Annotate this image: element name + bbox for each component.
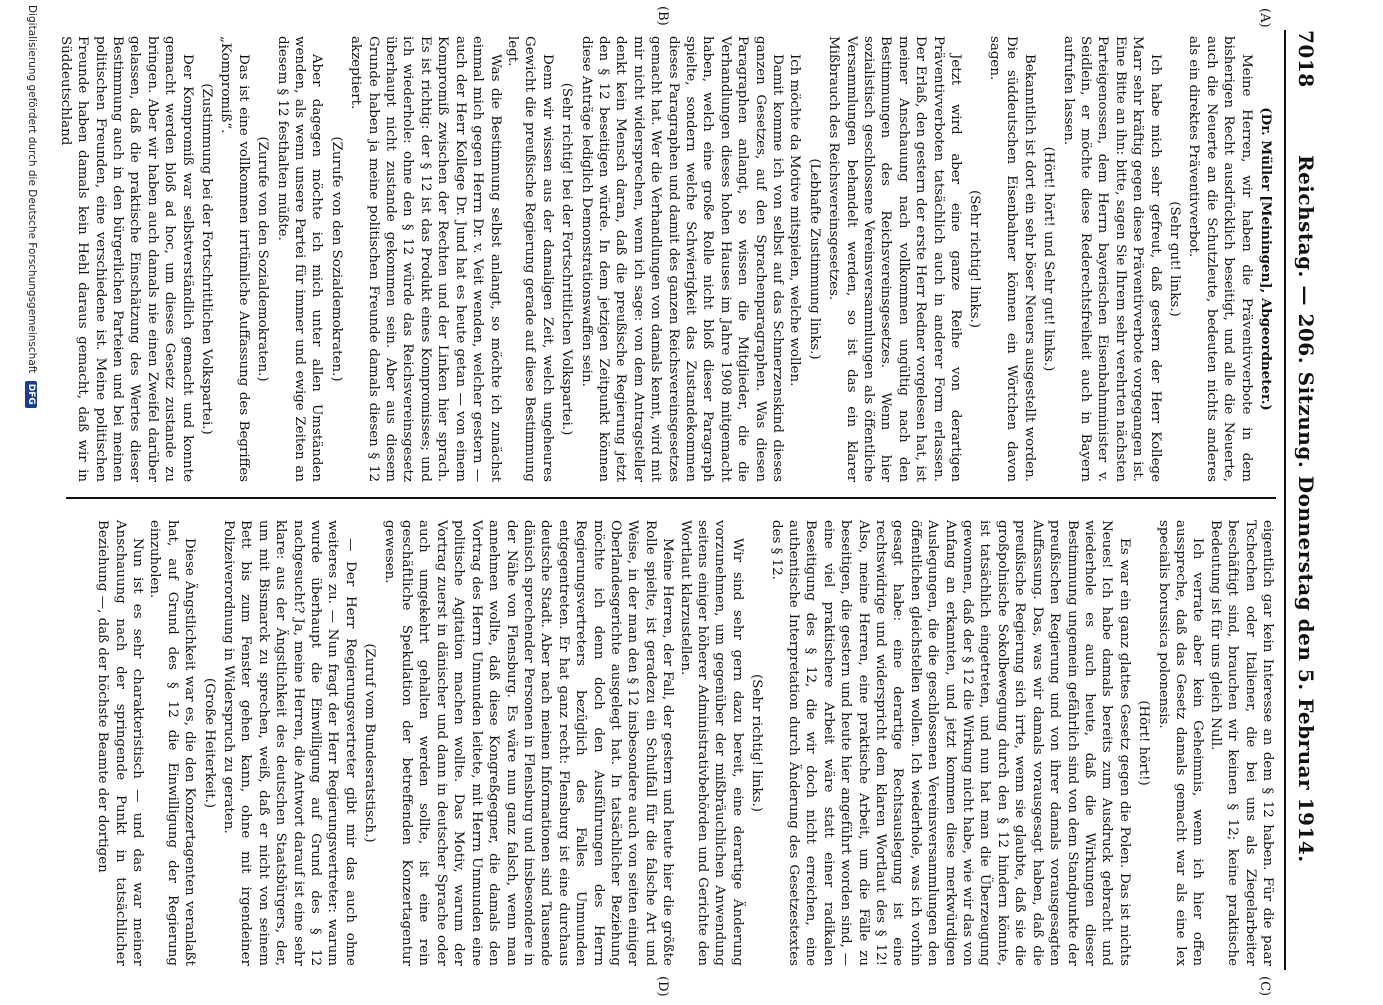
margin-marker-d: (D): [654, 976, 670, 997]
paragraph: Nun ist es sehr charakteristisch — und das war meiner Anschauung nach der springende Punkt in tatsächlicher Beziehung —, daß der höchste Beamte der dortigen: [94, 520, 145, 966]
credit-text: Digitalisierung gefördert durch die Deutsche Forschungsgemeinschaft: [25, 5, 38, 374]
digitization-credit: [25, 5, 38, 1005]
paragraph: Jetzt wird aber eine ganze Reihe von derartigen Präventivverboten tatsächlich auch in anderer Form erlassen. Der Erlaß, den gestern der erste Herr Redner vorgelesen hat, ist meiner Anschauung nach vollkommen ungültig nach den Bestimmungen des Reichsvereinsgesetzes. Wenn hier sozialistisch geschlossene Vereinsversammlungen als öffentliche Versammlungen behandelt werden, so ist das ein klarer Mißbrauch des Reichsvereinsgesetzes.: [825, 36, 963, 482]
paragraph: Ich verrate aber kein Geheimnis, wenn ich hier offen ausspreche, daß das Gesetz damals gemacht war als eine lex specialis borussica polonensis.: [1155, 520, 1205, 966]
page-number: 7018: [1293, 30, 1318, 88]
interjection: (Zuruf vom Bundesratstisch.): [361, 643, 377, 843]
paragraph: Aber dagegen möchte ich mich unter allen Umständen wenden, als wenn unsere Partei für immer und ewige Zeiten an diesem § 12 festhalten müßte.: [274, 36, 324, 482]
interjection: (Hört! hört!): [1135, 700, 1151, 786]
interjection: (Zustimmung bei der Fortschrittlichen Volkspartei.): [198, 83, 214, 435]
paragraph: eigentlich gar kein Interesse an dem § 12 haben. Für die paar Tschechen oder Italiener, die bei uns als Ziegelarbeiter beschäftigt sind, brauchen wir keinen § 12; keine praktische Bedeutung ist für uns gleich Null.: [1207, 520, 1275, 966]
paragraph: Diese Ängstlichkeit war es, die den Konzertagenten veranlaßt hat, auf Grund des § 12 die Einwilligung der Regierung einzuholen.: [146, 520, 197, 966]
paragraph: — Der Herr Regierungsvertreter gibt mir das auch ohne weiteres zu. — Nun fragt der Herr Regierungsvertreter: warum wurde überhaupt die Einwilligung auf Grund des § 12 nachgesucht? Ja, meine Herren, die Antwort darauf ist eine sehr klare: aus der Ängstlichkeit des deutschen Staatsbürgers, der, um mit Bismarck zu sprechen, weiß, daß er nicht von seinem Bett bis zum Fenster gehen kann, ohne mit irgendeiner Polizeiverordnung in Widerspruch zu geraten.: [220, 520, 358, 966]
paragraph: Der Kompromiß war selbstverständlich gemacht und konnte gemacht werden bloß ad hoc, um dieses Gesetz zustande zu bringen. Aber wir haben auch damals nie einen Zweifel darüber gelassen, daß die praktische Einschätzung des Wertes dieser Bestimmung auch in den bürgerlichen Parteien und bei meinen politischen Freunden, eine verschiedene ist. Meine politischen Freunde haben damals kein Hehl daraus gemacht, daß wir in Süddeutschland: [57, 36, 195, 482]
dfg-logo: DFG: [25, 381, 37, 408]
interjection: (Sehr gut! links.): [1166, 201, 1182, 317]
speaker-line: (Dr. Müller [Meiningen], Abgeordneter.): [1257, 107, 1274, 411]
margin-marker-c: (C): [1256, 976, 1272, 997]
margin-marker-b: (B): [654, 6, 670, 26]
interjection: (Zurufe von den Sozialdemokraten.): [254, 136, 270, 382]
paragraph: Meine Herren, der Fall, der gestern und heute hier die größte Rolle spielte, ist geradezu ein Schulfall für die falsche Art und Weise, in der man den § 12 insbesondere auch von seiten einiger Oberlandesgerichte ausgelegt hat. In tatsächlicher Beziehung möchte ich denn doch den Ausführungen des Herrn Regierungsvertreters bezüglich des Falles Unmunden entgegentreten. Er hat ganz recht: Flensburg ist eine durchaus deutsche Stadt. Aber nach meinen Informationen sind Tausende dänisch sprechender Personen in Flensburg und insbesondere in der Nähe von Flensburg. Es wäre nun ganz falsch, wenn man annehmen wollte, daß diese Kongreßgegner, die damals den Vortrag des Herrn Unmunden leitete, mit Herrn Unmunden eine politische Agitation machen wollte. Das Motiv, warum der Vortrag zuerst in dänischer und dann in deutscher Sprache oder auch umgekehrt gehalten werden sollte, ist eine rein geschäftliche Spekulation der betreffenden Konzertagentur gewesen.: [381, 520, 675, 966]
interjection: (Zurufe von den Sozialdemokraten.): [328, 136, 344, 382]
paragraph: Ich möchte da Motive mitspielen, welche wollen.: [786, 54, 802, 387]
document-page: [25, 0, 1342, 1000]
page-title: Reichstag. — 206. Sitzung. Donnerstag den 5. Februar 1914.: [1293, 154, 1318, 863]
margin-marker-a: (A): [1256, 8, 1272, 28]
right-text-column: [66, 520, 1276, 966]
paragraph: Wir sind sehr gern dazu bereit, eine derartige Änderung vorzunehmen, um gegenüber der mißbräuchlichen Anwendung seitens einiger höherer Administrativbehörden und Gerichte den Wortlaut klarzustellen.: [677, 520, 745, 966]
paragraph: Ich habe mich sehr gefreut, daß gestern der Herr Kollege Marr sehr kräftig gegen diese Präventivverbote vorgegangen ist. Eine Bitte an ihn: bitte, sagen Sie Ihrem sehr verehrten nächsten Parteigenossen, dem Herrn bayerischen Eisenbahnminister v. Seidlein, er möchte diese Rederechtsfreiheit auch in Bayern aufrufen lassen.: [1060, 36, 1163, 482]
interjection: (Sehr richtig! links.): [967, 190, 982, 328]
interjection: (Sehr richtig! links.): [748, 674, 764, 812]
paragraph: Das ist eine vollkommen irrtümliche Auffassung des Begriffes „Kompromiß“.: [217, 36, 251, 482]
interjection: (Lebhafte Zustimmung links.): [806, 158, 822, 360]
interjection: (Hört! hört! und Sehr gut! links.): [1040, 146, 1056, 372]
paragraph: Damit komme ich von selbst auf das Schmerzenskind dieses ganzen Gesetzes, auf den Sprachenparagraphen. Was diesen Paragraphen anlangt, so wissen die Mitglieder, die die Verhandlungen dieses hohen Hauses im Jahre 1908 mitgemacht haben, welch eine große Rolle nicht bloß dieser Paragraph spielte, sondern welche Schwierigkeit das Zustandekommen dieses Paragraphen und damit des ganzen Reichsvereinsgesetzes gemacht hat. Wer die Verhandlungen von damals kennt, wird mit mir nicht widersprechen, wenn ich sage: von dem Antragsteller denkt kein Mensch daran, daß die preußische Regierung jetzt den § 12 beseitigen würde. In dem jetzigen Zeitpunkt können diese Anträge lediglich Demonstrationswaffen sein.: [578, 36, 785, 482]
paragraph: Was die Bestimmung selbst anlangt, so möchte ich zunächst einmal mich gegen Herrn Dr. v. Veit wenden, welcher gestern — auch der Herr Kollege Dr. Jund hat es heute getan — von einem Kompromiß zwischen der Rechten und der Linken hier sprach. Es ist richtig: der § 12 ist das Produkt eines Kompromisses; und ich wiederhole: ohne den § 12 würde das Reichsvereinsgesetz überhaupt nicht zustande gekommen sein. Aber aus diesem Grunde haben ja meine politischen Freunde damals diesen § 12 akzeptiert.: [347, 36, 503, 482]
interjection: (Sehr richtig! bei der Fortschrittlichen Volkspartei.): [558, 82, 574, 436]
column-divider: [66, 497, 1276, 499]
interjection: (Große Heiterkeit.): [201, 677, 217, 809]
paragraph: Denn wir wissen aus der damaligen Zeit, welch ungeheures Gewicht die preußische Regierung gerade auf diese Bestimmung legt.: [504, 36, 555, 482]
paragraph: Es war ein ganz glattes Gesetz gegen die Polen. Das ist nichts Neues! Ich habe damals bereits zum Ausdruck gebracht und wiederhole es auch heute, daß die Wirkungen dieser Bestimmung ungemein gefährlich sind von dem Standpunkte der preußischen Regierung und von ihrer damals vorausgesagten Auffassung. Das, was wir damals vorausgesagt haben, daß die preußische Regierung sich irrte, wenn sie glaubte, daß sie die großpolnische Sokolbewegung durch den § 12 hindern könnte, ist tatsächlich eingetreten, und nun hat man die Überzeugung gewonnen, daß der § 12 die Wirkung nicht habe, wie wir das von Anfang an erkannten, und jetzt kommen diese merkwürdigen Auslegungen, die die geschlossenen Vereinsversammlungen den öffentlichen gleichstellen wollen. Ich wiederhole, was ich vorhin gesagt habe: eine derartige Rechtsauslegung ist eine rechtswidrige und widerspricht dem klaren Wortlaut des § 12! Also, meine Herren, eine praktische Arbeit, um die Fälle zu beseitigen, die gestern und heute hier angeführt worden sind, — eine viel praktischere Arbeit wäre statt einer radikalen Beseitigung des § 12, die wir doch nicht erreichen, eine authentische Interpretation durch Änderung des Gesetzestextes des § 12.: [768, 520, 1132, 966]
paragraph: Meine Herren, wir haben die Präventivverbote in dem bisherigen Recht ausdrücklich beseitigt, und alle die Neuerte, auch die Neuerte an die Schutzleute, bedeuten nichts anderes als ein direktes Präventivverbot.: [1185, 36, 1254, 482]
left-text-column: [57, 36, 1276, 482]
page-header: [1284, 30, 1326, 970]
paragraph: Bekanntlich ist dort ein sehr böser Neuers ausgestellt worden. Die süddeutschen Eisenbahner können ein Wörtchen davon sagen.: [986, 36, 1037, 482]
